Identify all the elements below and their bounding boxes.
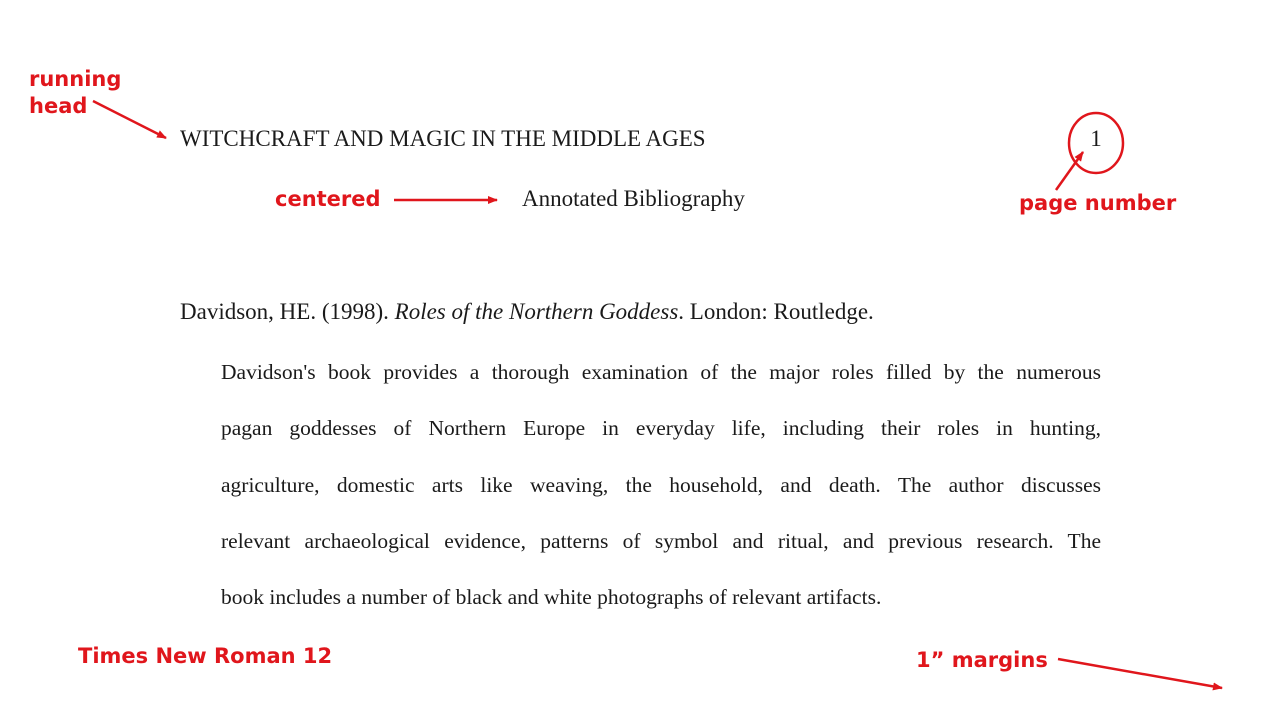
annotation-line: relevant archaeological evidence, patterns of symbol and ritual, and previous research. The [221,528,1101,553]
page-number: 1 [1090,126,1102,151]
callout-centered: centered [275,187,381,211]
callout-margins: 1” margins [916,648,1048,672]
callout-font: Times New Roman 12 [78,644,333,668]
annotation-line: pagan goddesses of Northern Europe in everyday life, including their roles in hunting, [221,416,1101,441]
callout-running-head-line2: head [29,94,88,118]
arrow-page-number [1056,152,1083,190]
running-head: WITCHCRAFT AND MAGIC IN THE MIDDLE AGES [180,126,706,151]
citation-author-year: Davidson, HE. (1998). [180,299,395,324]
callout-running-head [29,66,121,120]
citation-publisher: . London: Routledge. [678,299,874,324]
citation-book-title: Roles of the Northern Goddess [394,299,679,324]
callout-running-head-line1: running [29,67,122,91]
annotation-line: book includes a number of black and white photographs of relevant artifacts. [221,585,882,610]
callout-page-number: page number [1019,191,1177,215]
citation [180,296,874,328]
document-title: Annotated Bibliography [522,186,745,211]
annotation-line: agriculture, domestic arts like weaving, the household, and death. The author discusses [221,472,1101,497]
annotation-paragraph [221,344,1101,625]
arrow-margins [1058,659,1222,688]
annotation-line: Davidson's book provides a thorough examination of the major roles filled by the numerous [221,360,1101,384]
